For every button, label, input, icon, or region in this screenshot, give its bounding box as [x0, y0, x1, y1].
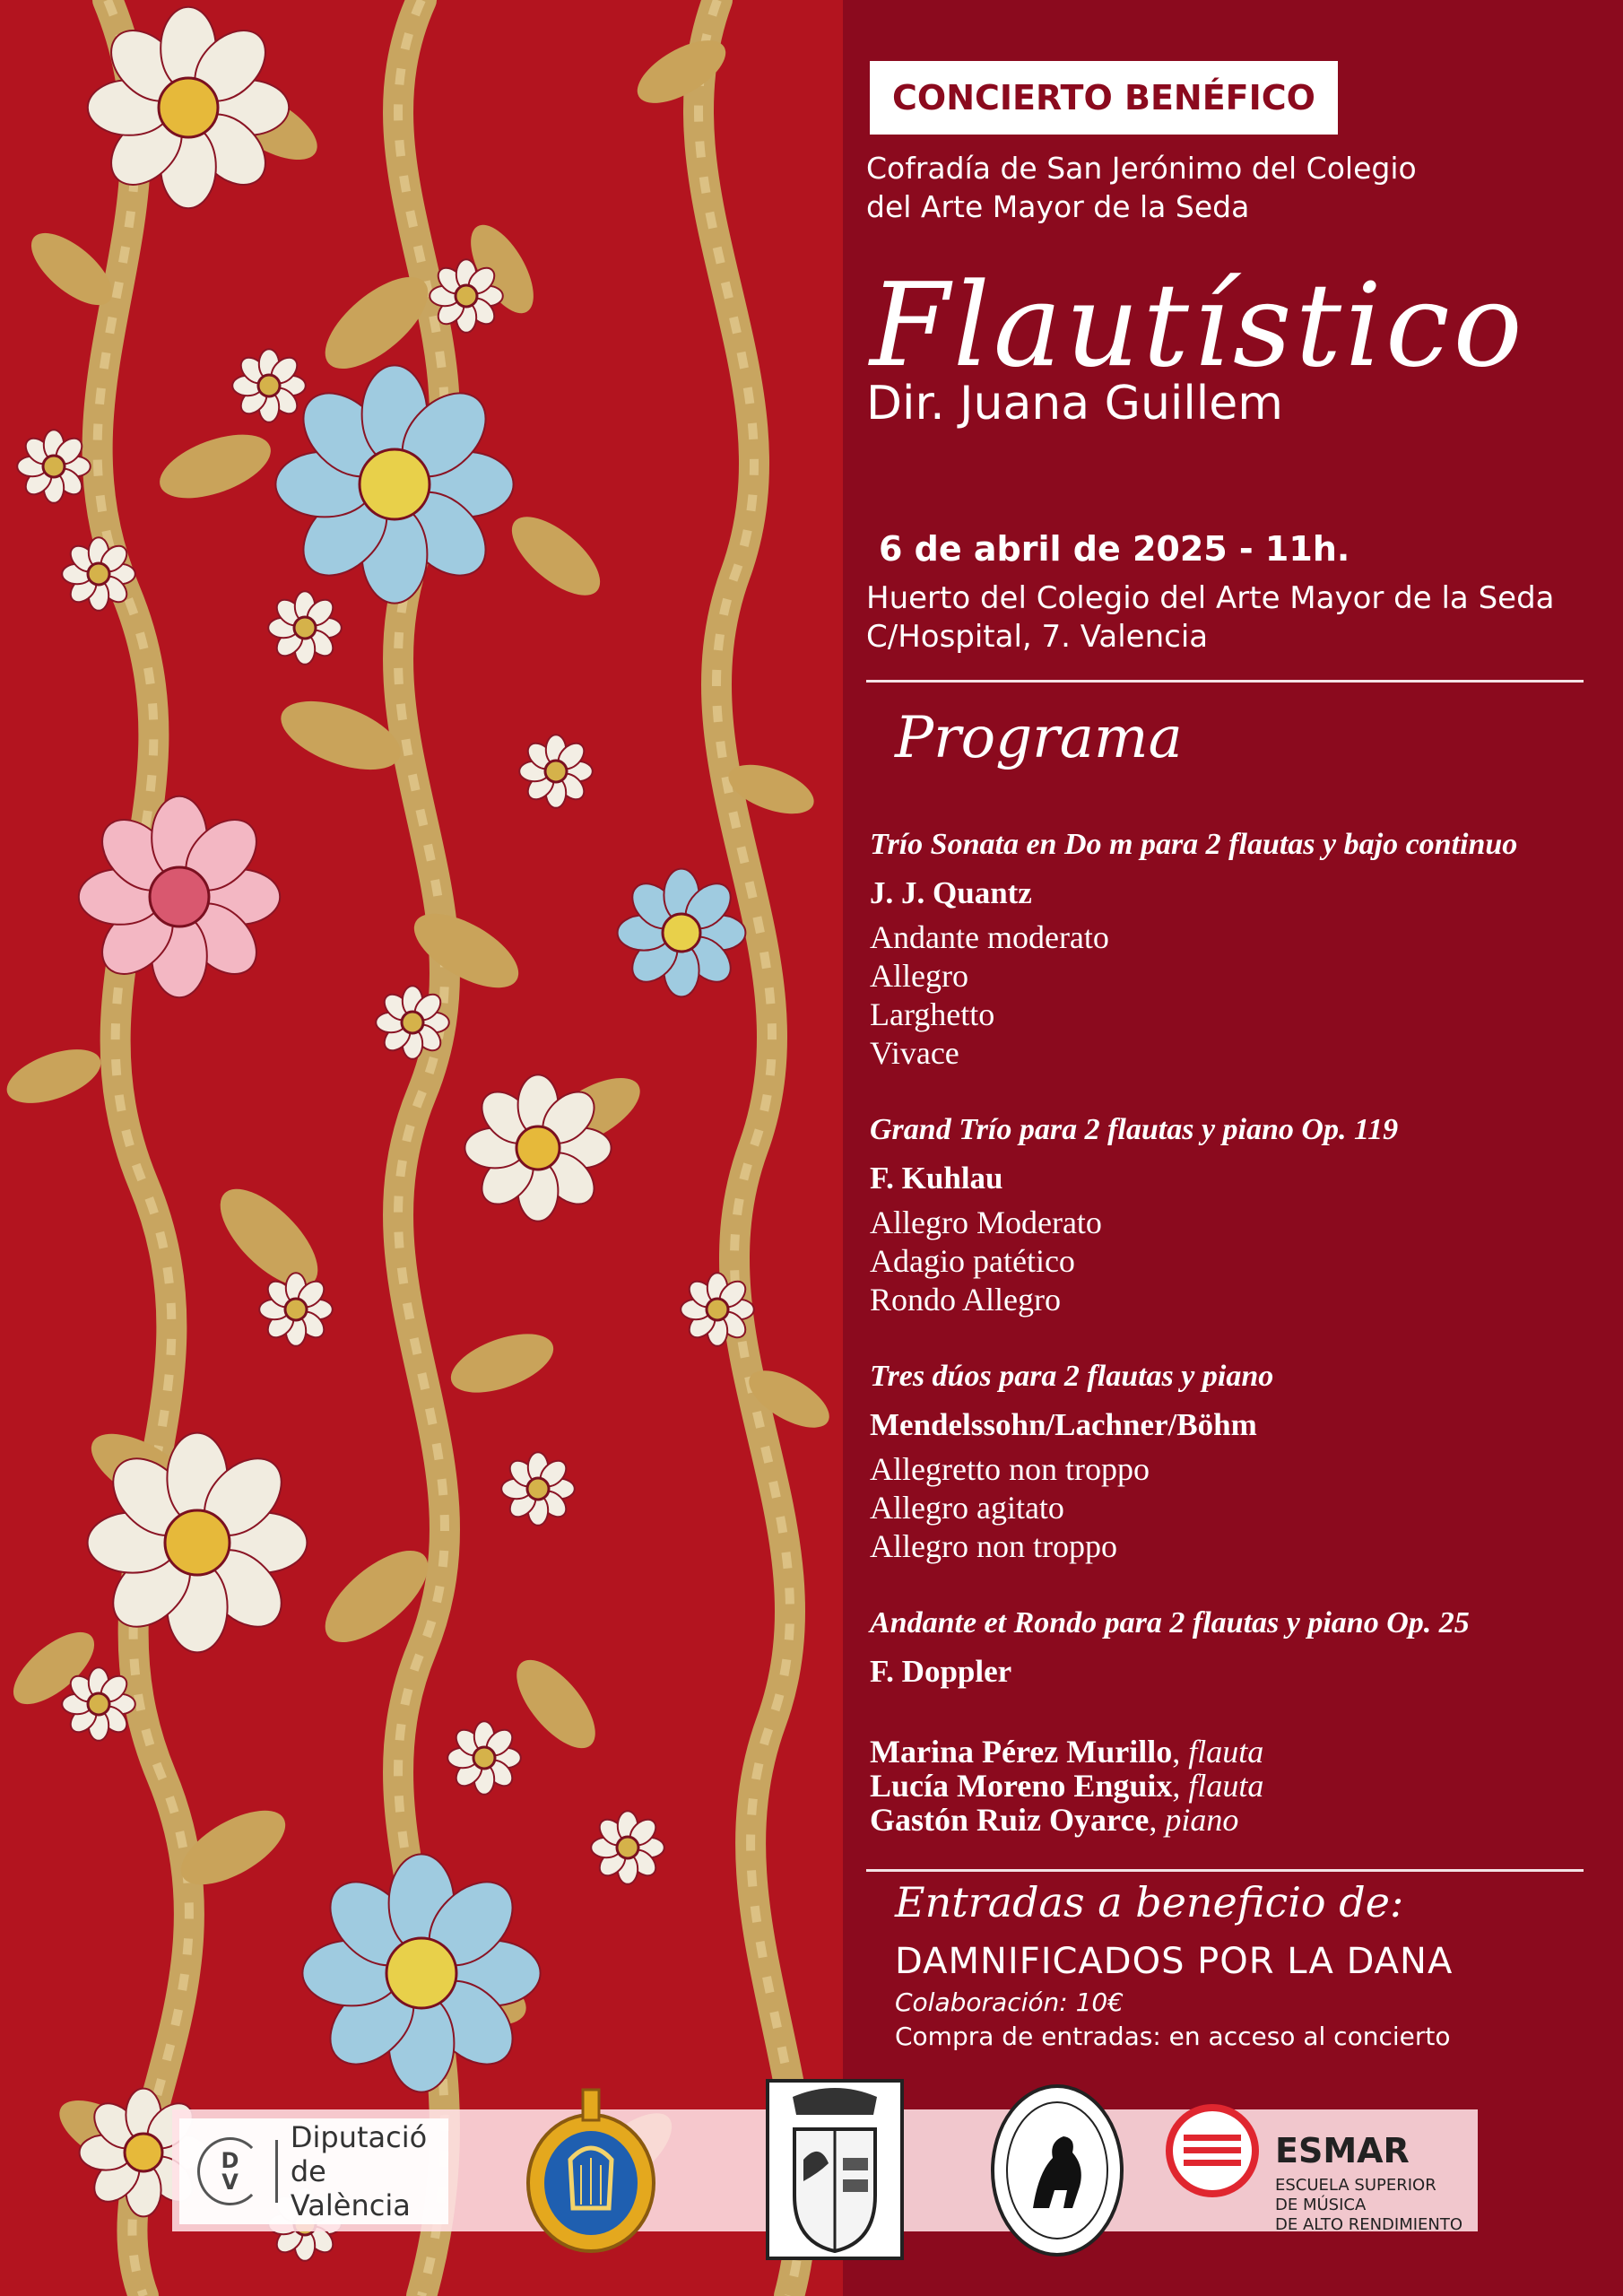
venue-line: Huerto del Colegio del Arte Mayor de la Seda: [866, 580, 1555, 616]
work-title: Andante et Rondo para 2 flautas y piano Op. 25: [870, 1606, 1470, 1639]
program-heading: Programa: [895, 705, 1183, 771]
program-work: [870, 1604, 1614, 1692]
work-movement: Rondo Allegro: [870, 1282, 1061, 1318]
esmar-subtitle-line: DE MÚSICA: [1275, 2196, 1367, 2214]
esmar-logo: [1275, 2131, 1462, 2235]
venue-line: C/Hospital, 7. Valencia: [866, 619, 1209, 655]
program-work: [870, 825, 1614, 1073]
performers-list: [870, 1735, 1263, 1837]
organizer-line: del Arte Mayor de la Seda: [866, 189, 1250, 224]
benefit-heading: Entradas a beneficio de:: [895, 1878, 1404, 1926]
performer: [870, 1769, 1263, 1803]
work-movement: Allegro Moderato: [870, 1205, 1102, 1240]
performer-name: Lucía Moreno Enguix: [870, 1768, 1173, 1804]
esmar-subtitle-line: ESCUELA SUPERIOR: [1275, 2176, 1436, 2195]
dv-mark-letter: D: [221, 2148, 239, 2173]
event-venue: [866, 579, 1555, 657]
work-title: Trío Sonata en Do m para 2 flautas y bajo continuo: [870, 828, 1518, 861]
work-movement: Allegro: [870, 958, 968, 994]
diputacio-valencia-logo: [179, 2118, 448, 2224]
diputacio-line: de València: [290, 2154, 411, 2222]
separator: ,: [1172, 1768, 1189, 1804]
work-movement: Allegro non troppo: [870, 1528, 1117, 1564]
dv-mark-icon: [197, 2137, 263, 2205]
work-composer: J. J. Quantz: [870, 875, 1032, 910]
work-movement: Vivace: [870, 1035, 959, 1071]
ticket-info: Compra de entradas: en acceso al concierto: [895, 2022, 1451, 2051]
work-movement: Allegretto non troppo: [870, 1451, 1150, 1487]
separator: ,: [1172, 1734, 1189, 1770]
event-date: 6 de abril de 2025 - 11h.: [879, 529, 1350, 569]
divider: [866, 1869, 1584, 1872]
organizer-line: Cofradía de San Jerónimo del Colegio: [866, 151, 1417, 186]
dv-mark-letter: V: [221, 2170, 239, 2195]
work-movement: Allegro agitato: [870, 1490, 1064, 1526]
music-society-crest-logo: [524, 2083, 658, 2255]
colegio-arte-mayor-seda-seal: [988, 2083, 1126, 2258]
organizer: [866, 149, 1417, 226]
performer-name: Marina Pérez Murillo: [870, 1734, 1173, 1770]
ticket-price: Colaboración: 10€: [895, 1987, 1124, 2017]
charity-concert-badge: [870, 61, 1338, 135]
divider: [866, 680, 1584, 683]
performer: [870, 1735, 1263, 1769]
benefit-cause: DAMNIFICADOS POR LA DANA: [895, 1941, 1454, 1982]
performer: [870, 1803, 1263, 1837]
performer-instrument: piano: [1165, 1802, 1239, 1838]
separator: ,: [1149, 1802, 1166, 1838]
esmar-title: ESMAR: [1275, 2131, 1410, 2170]
work-composer: F. Doppler: [870, 1654, 1012, 1689]
work-movement: Andante moderato: [870, 919, 1109, 955]
work-title: Grand Trío para 2 flautas y piano Op. 119: [870, 1113, 1399, 1146]
director-credit: Dir. Juana Guillem: [866, 377, 1283, 430]
work-composer: Mendelssohn/Lachner/Böhm: [870, 1407, 1257, 1442]
program-list: [870, 825, 1614, 1729]
esmar-logo-icon: [1166, 2104, 1259, 2197]
badge-label: CONCIERTO BENÉFICO: [892, 78, 1315, 117]
work-movement: Larghetto: [870, 996, 995, 1032]
work-title: Tres dúos para 2 flautas y piano: [870, 1360, 1274, 1393]
info-panel: [843, 0, 1623, 2296]
work-composer: F. Kuhlau: [870, 1161, 1003, 1196]
program-work: [870, 1110, 1614, 1319]
esmar-subtitle-line: DE ALTO RENDIMIENTO: [1275, 2215, 1463, 2234]
concert-title: Flautístico: [870, 259, 1526, 393]
logo-separator: [275, 2140, 278, 2203]
performer-name: Gastón Ruiz Oyarce: [870, 1802, 1150, 1838]
performer-instrument: flauta: [1188, 1768, 1264, 1804]
work-movement: Adagio patético: [870, 1243, 1075, 1279]
performer-instrument: flauta: [1188, 1734, 1264, 1770]
diputacio-line: Diputació: [290, 2120, 428, 2154]
program-work: [870, 1357, 1614, 1566]
heraldic-shield-logo: [766, 2079, 904, 2260]
